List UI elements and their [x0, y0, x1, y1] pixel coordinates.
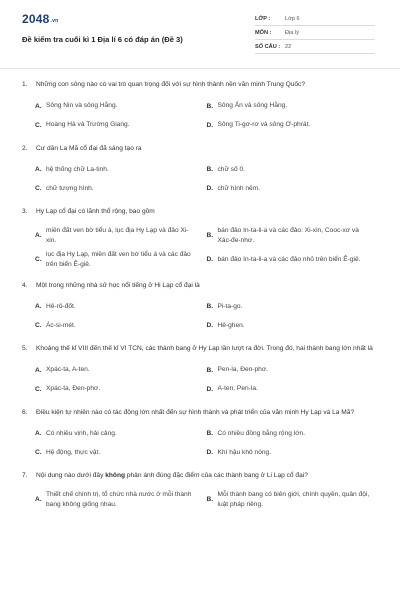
option-b[interactable] — [207, 361, 379, 380]
option-letter: A. — [35, 303, 42, 310]
option-b[interactable] — [207, 297, 379, 316]
question-number: 5. — [22, 345, 28, 352]
question-5 — [22, 344, 378, 399]
info-label: LỚP : — [255, 15, 271, 22]
question-6 — [22, 408, 378, 463]
option-letter: A. — [35, 166, 42, 173]
option-letter: A. — [35, 496, 42, 503]
brand-logo[interactable] — [22, 12, 58, 26]
option-letter: D. — [206, 121, 214, 129]
option-b[interactable] — [207, 424, 379, 443]
question-number: 2. — [22, 144, 28, 152]
option-d[interactable] — [207, 380, 379, 399]
option-b[interactable] — [207, 224, 379, 248]
info-row-count — [255, 40, 375, 54]
option-letter: C. — [35, 185, 42, 192]
option-letter: D. — [206, 322, 214, 329]
option-text: Hê-rô-đốt. — [46, 302, 76, 310]
question-text: Những con sông nào có vai trò quan trọng đối với sự hình thành nền văn minh Trung Quốc? — [36, 81, 306, 88]
question-4 — [22, 281, 378, 336]
option-letter: D. — [206, 185, 214, 192]
option-letter: D. — [206, 449, 214, 456]
question-text: Điều kiện tự nhiên nào có tác động lớn nhất đến sự hình thành và phát triển của văn minh Hy Lạp và La Mã? — [36, 408, 355, 416]
option-text: hệ thống chữ La-tinh. — [46, 165, 109, 173]
option-a[interactable] — [35, 297, 207, 316]
option-c[interactable] — [35, 316, 207, 335]
option-text: A-ten, Pen-la. — [217, 385, 258, 393]
option-text: bán đảo In-ta-li-a và các đảo: Xi-xin, Cooc-xơ và Xác-đe-nhơ. — [217, 227, 359, 244]
option-text: Sông Ti-gơ-rơ và sông Ơ-phrát. — [217, 121, 311, 129]
question-text: Một trong những nhà sử học nổi tiếng ở Hi Lạp cổ đại là — [36, 281, 200, 289]
question-number: 4. — [22, 281, 28, 289]
question-text: Khoảng thế kỉ VIII đến thế kỉ VI TCN, các thành bang ở Hy Lạp lần lượt ra đời. Trong đó, hai thành bang lớn nhất là — [36, 345, 373, 352]
option-b[interactable] — [207, 488, 379, 512]
question-number: 3. — [22, 208, 28, 215]
option-a[interactable] — [35, 488, 207, 512]
question-number: 6. — [22, 408, 28, 416]
question-text: Hy Lạp cổ đại có lãnh thổ rộng, bao gồm — [36, 208, 155, 215]
option-a[interactable] — [35, 361, 207, 380]
question-3 — [22, 207, 378, 272]
option-text: bán đảo In-ta-li-a và các đảo nhỏ trên biển Ê-giê. — [217, 255, 361, 263]
option-text: chữ số 0. — [217, 165, 246, 173]
option-letter: B. — [206, 166, 214, 173]
option-a[interactable] — [35, 160, 207, 179]
option-a[interactable] — [35, 97, 207, 116]
document-title: Đề kiểm tra cuối kì 1 Địa lí 6 có đáp án (Đề 3) — [22, 35, 183, 44]
option-letter: C. — [35, 385, 42, 393]
option-letter: A. — [35, 102, 42, 110]
option-letter: B. — [206, 366, 214, 374]
option-letter: C. — [35, 449, 42, 456]
option-a[interactable] — [35, 224, 207, 248]
question-number: 1. — [22, 81, 28, 88]
question-text — [36, 471, 378, 482]
info-label: MÔN : — [255, 29, 272, 36]
brand-name: 2048 — [22, 12, 50, 26]
question-text-before: Nội dung nào dưới đây — [36, 472, 106, 479]
option-text: Thiết chế chính trị, tổ chức nhà nước ở mỗi thành bang không giống nhau. — [46, 491, 192, 508]
option-d[interactable] — [207, 443, 379, 462]
option-b[interactable] — [207, 97, 379, 116]
option-text: chữ tượng hình. — [46, 184, 94, 192]
option-text: Mỗi thành bang có biên giới, chính quyền, quân đội, luật pháp riêng. — [217, 491, 370, 508]
question-number: 7. — [22, 472, 28, 479]
option-d[interactable] — [207, 248, 379, 272]
option-d[interactable] — [207, 316, 379, 335]
info-value: Lớp 6 — [285, 15, 300, 22]
option-c[interactable] — [35, 248, 207, 272]
option-letter: B. — [206, 232, 214, 239]
option-a[interactable] — [35, 424, 207, 443]
option-letter: B. — [206, 102, 214, 110]
option-letter: A. — [35, 366, 42, 374]
option-letter: D. — [206, 385, 214, 393]
option-c[interactable] — [35, 380, 207, 399]
question-2 — [22, 144, 378, 199]
info-panel — [255, 12, 375, 54]
option-c[interactable] — [35, 179, 207, 198]
option-letter: A. — [35, 232, 42, 239]
option-text: miền đất ven bờ tiểu á, lục địa Hy Lạp và đảo Xi-xin. — [46, 227, 189, 244]
header-divider — [0, 68, 400, 69]
option-letter: A. — [35, 430, 42, 437]
option-text: Khí hậu khô nóng. — [217, 448, 272, 456]
option-letter: C. — [35, 322, 42, 329]
info-row-class — [255, 12, 375, 26]
question-text: Cư dân La Mã cổ đại đã sáng tạo ra — [36, 144, 142, 152]
option-text: Pen-la, Đen-phơ. — [217, 366, 269, 374]
option-letter: C. — [35, 256, 42, 263]
question-7 — [22, 471, 378, 512]
question-1 — [22, 80, 378, 135]
info-row-subject — [255, 26, 375, 40]
option-d[interactable] — [207, 179, 379, 198]
option-c[interactable] — [35, 116, 207, 135]
option-c[interactable] — [35, 443, 207, 462]
option-letter: B. — [206, 496, 214, 503]
option-text: chữ hình nêm. — [217, 184, 261, 192]
option-b[interactable] — [207, 160, 379, 179]
option-text: Có nhiều vịnh, hải cảng. — [46, 429, 117, 437]
option-d[interactable] — [207, 116, 379, 135]
option-letter: B. — [206, 303, 214, 310]
question-list — [22, 80, 378, 521]
option-text: Ác-si-mét. — [46, 321, 76, 329]
question-keyword: không — [105, 472, 126, 479]
option-text: Sông Ấn và sông Hằng. — [217, 102, 288, 110]
option-text: Hệ động, thực vật. — [46, 448, 101, 456]
option-text: Xpác-ta, Đen-phơ. — [46, 385, 101, 393]
brand-suffix: .vn — [50, 18, 59, 24]
option-text: Có nhiều đồng bằng rộng lớn. — [217, 429, 306, 437]
option-letter: B. — [206, 430, 214, 437]
info-value: Địa lý — [285, 29, 299, 36]
option-text: Hê-ghen. — [217, 321, 245, 329]
info-value: 22 — [285, 43, 292, 50]
option-text: lục địa Hy Lạp, miền đất ven bờ tiểu á và các đảo trên biển Ê-giê. — [46, 251, 191, 268]
header — [0, 0, 400, 62]
option-text: Pi-ta-go. — [217, 302, 243, 310]
option-text: Sông Nin và sông Hằng. — [46, 102, 118, 110]
option-text: Hoàng Hà và Trường Giang. — [46, 121, 130, 129]
question-text-after: phản ánh đúng đặc điểm của các thành bang ở Li Lạp cổ đại? — [125, 472, 308, 479]
option-letter: C. — [35, 121, 42, 129]
option-text: Xpác-ta, A-ten. — [46, 366, 90, 374]
option-letter: D. — [206, 256, 214, 263]
info-label: SỐ CÂU : — [255, 43, 281, 50]
